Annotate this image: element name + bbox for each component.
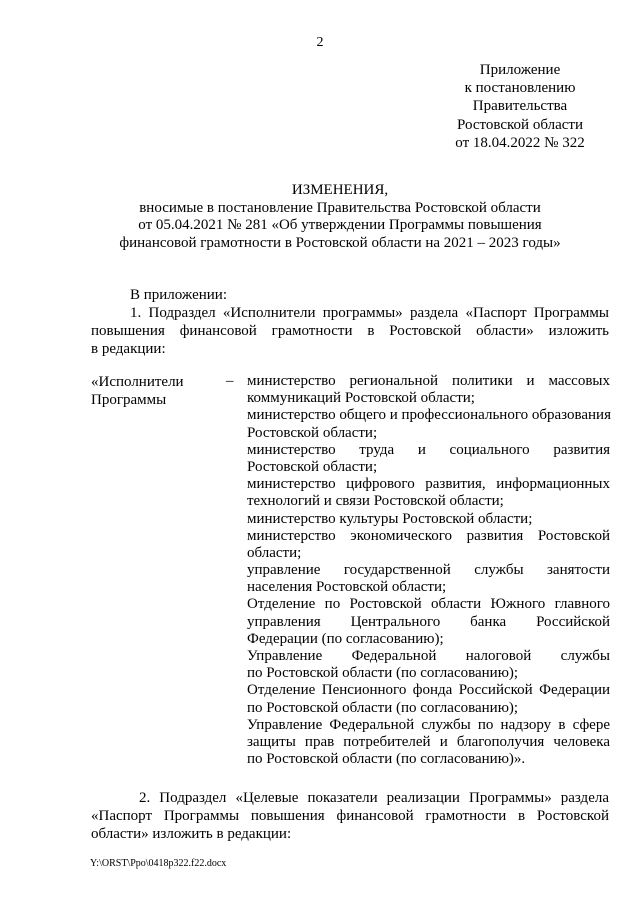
executor-item-line: управления Центрального банка Российской bbox=[247, 613, 610, 630]
page-number: 2 bbox=[316, 35, 324, 50]
executor-item-line: Ростовской области; bbox=[247, 424, 378, 441]
paragraph-2 bbox=[91, 789, 609, 843]
executor-item bbox=[247, 596, 610, 648]
title-line: от 05.04.2021 № 281 «Об утверждении Программы повышения bbox=[138, 217, 542, 233]
paragraph-line: «Паспорт Программы повышения финансовой грамотности в Ростовской bbox=[91, 808, 609, 824]
approval-line: Приложение bbox=[479, 62, 561, 78]
executor-item-line: Отделение по Ростовской области Южного главного bbox=[247, 596, 610, 613]
approval-line: к постановлению bbox=[464, 80, 576, 97]
executors-label bbox=[91, 373, 184, 409]
executor-item bbox=[247, 528, 610, 562]
executors-label-line: «Исполнители bbox=[91, 374, 184, 390]
executor-item-line: Федерации (по согласованию); bbox=[247, 630, 444, 647]
paragraph-line: области» изложить в редакции: bbox=[91, 826, 292, 842]
paragraph-1 bbox=[91, 304, 609, 358]
title-line: вносимые в постановление Правительства Ростовской области bbox=[139, 199, 541, 216]
file-path-footer: Y:\ORST\Ppo\0418p322.f22.docx bbox=[90, 858, 227, 869]
executor-item-line: области; bbox=[247, 544, 302, 561]
paragraph-line: 2. Подраздел «Целевые показатели реализации Программы» раздела bbox=[139, 790, 609, 806]
executor-item-line: населения Ростовской области; bbox=[247, 579, 447, 596]
executor-item-line: министерство культуры Ростовской области; bbox=[247, 510, 533, 527]
intro-text: В приложении: bbox=[130, 287, 227, 303]
paragraph-line: 1. Подраздел «Исполнители программы» раздела «Паспорт Программы bbox=[130, 305, 609, 321]
executor-item-line: Ростовской области; bbox=[247, 458, 378, 475]
approval-line: Ростовской области bbox=[457, 116, 583, 133]
document-title bbox=[84, 182, 596, 252]
executor-item-line: по Ростовской области (по согласованию)». bbox=[247, 751, 526, 768]
executor-item-line: по Ростовской области (по согласованию); bbox=[247, 699, 519, 716]
executor-item bbox=[247, 476, 610, 510]
executor-item-line: министерство цифрового развития, информационных bbox=[247, 476, 610, 493]
executor-item bbox=[247, 682, 610, 716]
executor-item bbox=[247, 407, 610, 441]
executor-item-line: министерство общего и профессионального образования bbox=[247, 407, 611, 424]
executor-item-line: защиты прав потребителей и благополучия человека bbox=[247, 733, 610, 750]
executor-item-line: министерство экономического развития Ростовской bbox=[247, 527, 610, 544]
executor-item-line: коммуникаций Ростовской области; bbox=[247, 390, 475, 407]
paragraph-line: в редакции: bbox=[91, 341, 166, 357]
executor-item bbox=[247, 717, 610, 769]
executor-item bbox=[247, 373, 610, 407]
executors-label-line: Программы bbox=[91, 392, 167, 408]
approval-stamp bbox=[430, 61, 610, 152]
executors-dash: – bbox=[226, 373, 234, 389]
executor-item-line: технологий и связи Ростовской области; bbox=[247, 493, 504, 510]
approval-line: Правительства bbox=[472, 98, 568, 115]
paragraph-line: повышения финансовой грамотности в Ростовской области» изложить bbox=[91, 323, 609, 339]
executor-item-line: Отделение Пенсионного фонда Российской Федерации bbox=[247, 682, 610, 699]
executor-item bbox=[247, 442, 610, 476]
executor-item-line: Управление Федеральной службы по надзору в сфере bbox=[247, 716, 610, 733]
executor-item bbox=[247, 511, 610, 528]
executor-item-line: министерство региональной политики и массовых bbox=[247, 373, 610, 389]
title-line: финансовой грамотности в Ростовской области на 2021 – 2023 годы» bbox=[119, 234, 561, 251]
title-heading: ИЗМЕНЕНИЯ, bbox=[291, 182, 389, 198]
executors-list bbox=[247, 373, 610, 768]
executor-item-line: Управление Федеральной налоговой службы bbox=[247, 648, 610, 664]
executor-item-line: управление государственной службы занятости bbox=[247, 562, 610, 579]
approval-line: от 18.04.2022 № 322 bbox=[455, 134, 585, 151]
executor-item-line: по Ростовской области (по согласованию); bbox=[247, 665, 519, 682]
executor-item-line: министерство труда и социального развития bbox=[247, 441, 610, 458]
executor-item bbox=[247, 648, 610, 682]
executor-item bbox=[247, 562, 610, 596]
